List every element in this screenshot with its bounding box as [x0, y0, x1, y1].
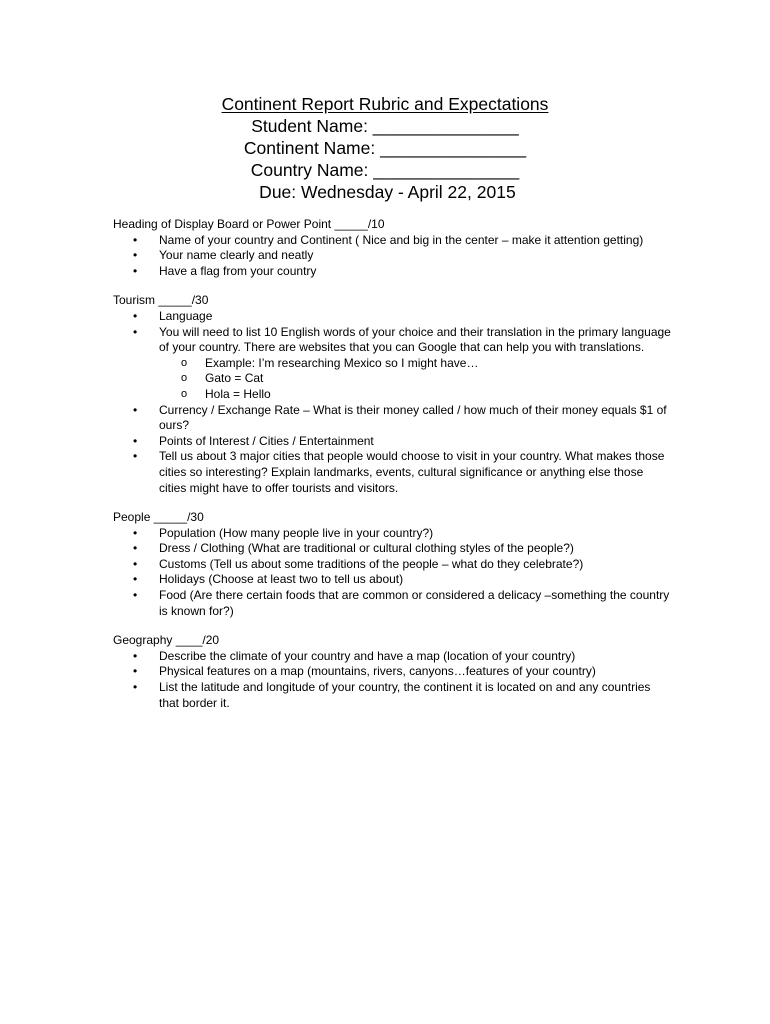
- list-item: • Name of your country and Continent ( Nice and big in the center – make it attention getting): [113, 233, 673, 249]
- list-item: • Customs (Tell us about some traditions of the people – what do they celebrate?): [113, 557, 673, 573]
- section-heading: [113, 217, 673, 279]
- list-item: • Food (Are there certain foods that are common or considered a delicacy –something the country is known for?): [113, 588, 673, 619]
- section-heading-title: Heading of Display Board or Power Point _____/10: [113, 217, 385, 231]
- student-name-line: Student Name: _______________: [251, 116, 519, 136]
- section-people-list: [113, 526, 673, 620]
- document-header: [0, 93, 770, 203]
- list-item: • Holidays (Choose at least two to tell us about): [113, 572, 673, 588]
- document-title: Continent Report Rubric and Expectations: [221, 94, 549, 114]
- list-item: • Your name clearly and neatly: [113, 248, 673, 264]
- country-name-line: Country Name: _______________: [250, 160, 520, 180]
- sub-list-item: o Example: I’m researching Mexico so I might have…: [159, 356, 673, 372]
- list-item: • Tell us about 3 major cities that people would choose to visit in your country. What makes those cities so interesting? Explain landmarks, events, cultural significance or anything else those cities might have to offer tourists and visitors.: [113, 449, 673, 496]
- rubric-body: [113, 217, 673, 725]
- section-heading-list: [113, 233, 673, 280]
- section-people: [113, 510, 673, 619]
- list-item: • List the latitude and longitude of your country, the continent it is located on and any countries that border it.: [113, 680, 673, 711]
- section-geography: [113, 633, 673, 711]
- list-item: • Describe the climate of your country and have a map (location of your country): [113, 649, 673, 665]
- list-item: • Points of Interest / Cities / Entertainment: [113, 434, 673, 450]
- section-tourism-title: Tourism _____/30: [113, 293, 209, 308]
- sub-list-item: o Gato = Cat: [159, 371, 673, 387]
- list-item-text: You will need to list 10 English words of your choice and their translation in the primary language of your country. There are websites that you can Google that can help you with translations.: [159, 324, 671, 355]
- section-people-title: People _____/30: [113, 510, 204, 525]
- sub-list: [159, 356, 673, 403]
- section-geography-list: [113, 649, 673, 711]
- list-item: • Currency / Exchange Rate – What is their money called / how much of their money equals $1 of ours?: [113, 403, 673, 434]
- list-item: • Dress / Clothing (What are traditional or cultural clothing styles of the people?): [113, 541, 673, 557]
- list-item: • Language: [113, 309, 673, 325]
- list-item: • Physical features on a map (mountains, rivers, canyons…features of your country): [113, 664, 673, 680]
- list-item: [113, 325, 673, 403]
- section-geography-title: Geography ____/20: [113, 633, 220, 648]
- section-tourism: [113, 293, 673, 496]
- list-item: • Population (How many people live in your country?): [113, 526, 673, 542]
- sub-list-item: o Hola = Hello: [159, 387, 673, 403]
- list-item: • Have a flag from your country: [113, 264, 673, 280]
- section-tourism-list: [113, 309, 673, 496]
- continent-name-line: Continent Name: _______________: [243, 138, 527, 158]
- due-date-line: Due: Wednesday - April 22, 2015: [254, 182, 516, 202]
